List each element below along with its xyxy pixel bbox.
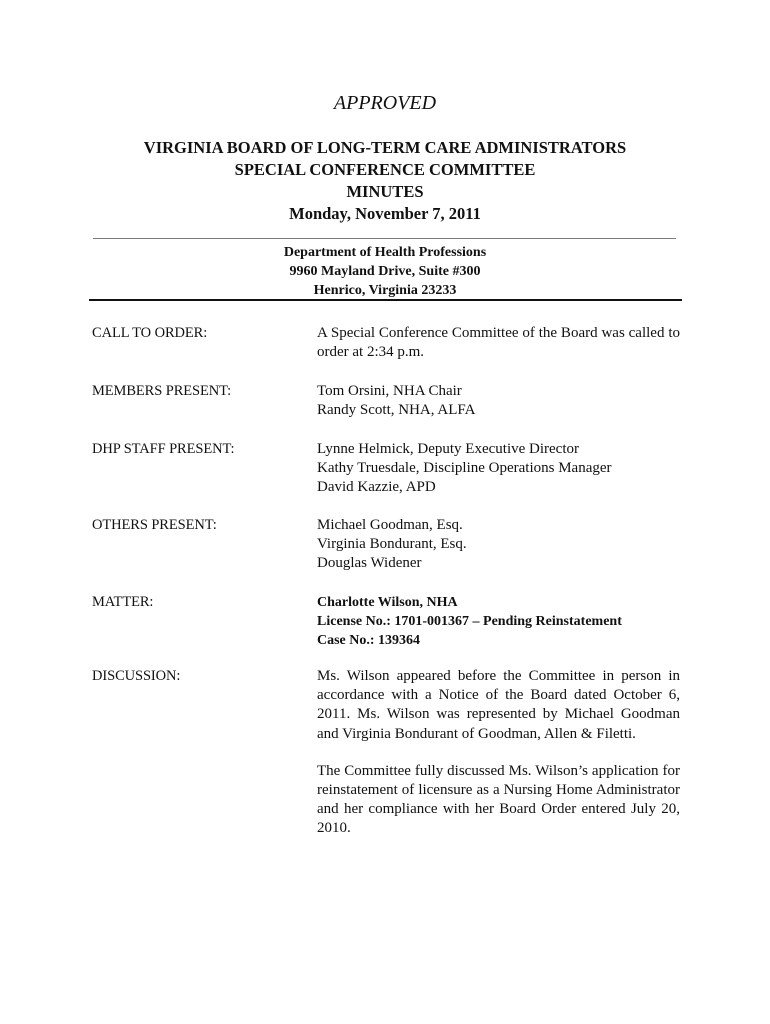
staff-name: David Kazzie, APD <box>317 479 436 496</box>
section-value <box>317 382 680 420</box>
department-name: Department of Health Professions <box>283 245 487 260</box>
street-address: 9960 Mayland Drive, Suite #300 <box>289 264 481 279</box>
section-label: CALL TO ORDER: <box>92 325 208 341</box>
section-label: DISCUSSION: <box>92 668 181 684</box>
committee-name: SPECIAL CONFERENCE COMMITTEE <box>234 160 536 179</box>
staff-name: Kathy Truesdale, Discipline Operations Manager <box>317 460 612 477</box>
member-name: Tom Orsini, NHA Chair <box>317 383 462 399</box>
section-label: MEMBERS PRESENT: <box>92 383 232 399</box>
attendee-name: Douglas Widener <box>317 555 422 572</box>
section-value <box>317 440 680 498</box>
section-label: MATTER: <box>92 594 154 610</box>
section-value <box>317 593 680 651</box>
section-value <box>317 516 680 574</box>
header-divider-thick <box>89 299 682 301</box>
discussion-paragraph: The Committee fully discussed Ms. Wilson’s application for reinstatement of licensure as a Nursing Home Administrator and her compliance with her Board Order entered July 20, 2010. <box>317 762 680 837</box>
attendee-name: Virginia Bondurant, Esq. <box>317 536 467 553</box>
member-name: Randy Scott, NHA, ALFA <box>317 402 476 419</box>
document-title <box>0 137 770 225</box>
approval-status: APPROVED <box>333 92 437 114</box>
address-block <box>0 243 770 300</box>
section-label: OTHERS PRESENT: <box>92 517 217 533</box>
call-to-order-text: A Special Conference Committee of the Board was called to order at 2:34 p.m. <box>317 325 680 361</box>
header-divider-thin <box>93 238 676 239</box>
case-number: Case No.: 139364 <box>317 633 421 649</box>
respondent-name: Charlotte Wilson, NHA <box>317 595 458 610</box>
city-state-zip: Henrico, Virginia 23233 <box>313 283 457 298</box>
license-number: License No.: 1701-001367 – Pending Reinstatement <box>317 614 622 630</box>
staff-name: Lynne Helmick, Deputy Executive Director <box>317 441 579 457</box>
section-value <box>317 667 680 839</box>
discussion-paragraph: Ms. Wilson appeared before the Committee in person in accordance with a Notice of the Board dated October 6, 2011. Ms. Wilson was represented by Michael Goodman and Virginia Bondurant of Goodman, Allen & Filetti. <box>317 668 680 742</box>
board-name: VIRGINIA BOARD OF LONG-TERM CARE ADMINISTRATORS <box>143 138 627 157</box>
attendee-name: Michael Goodman, Esq. <box>317 517 463 533</box>
meeting-date: Monday, November 7, 2011 <box>289 204 481 223</box>
section-label: DHP STAFF PRESENT: <box>92 441 235 457</box>
section-value <box>317 324 680 362</box>
document-type: MINUTES <box>346 182 424 201</box>
